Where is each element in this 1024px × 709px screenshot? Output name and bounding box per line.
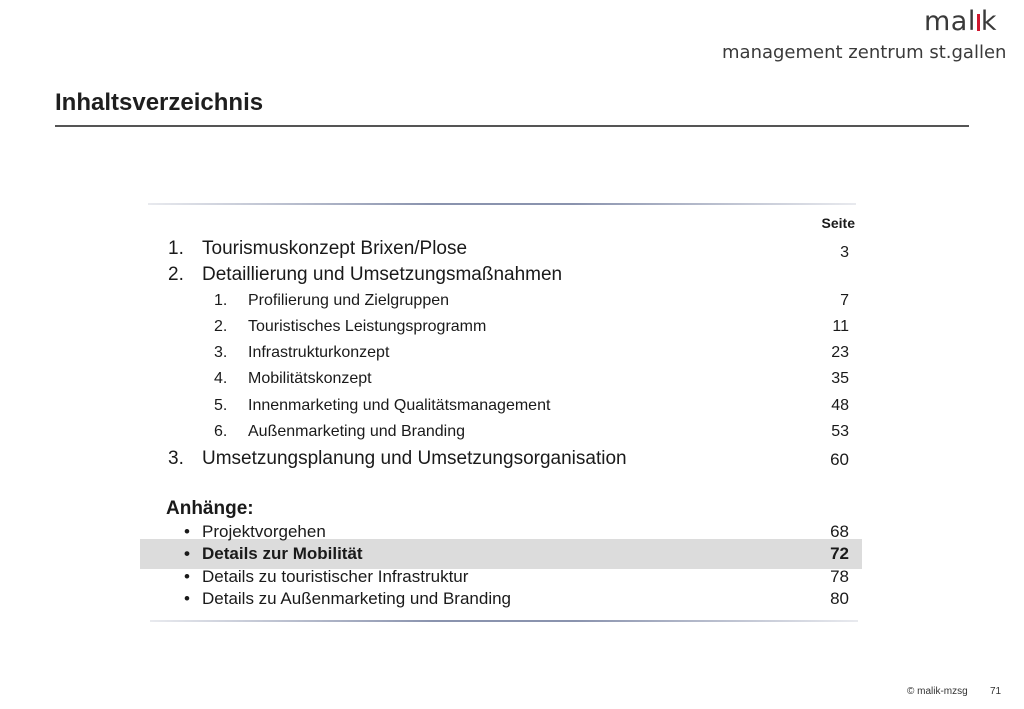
bullet: • xyxy=(184,567,190,586)
appendix-heading: Anhänge: xyxy=(166,498,254,519)
section-label: Tourismuskonzept Brixen/Plose xyxy=(202,238,468,259)
subsection-page: 7 xyxy=(840,292,849,309)
bullet: • xyxy=(184,544,190,563)
subsection-label: Profilierung und Zielgruppen xyxy=(248,292,450,309)
subsection-page: 35 xyxy=(831,370,849,387)
subsection-label: Mobilitätskonzept xyxy=(248,370,372,387)
subsection-label: Touristisches Leistungsprogramm xyxy=(248,318,487,335)
subsection-label: Innenmarketing und Qualitätsmanagement xyxy=(248,397,551,414)
title-divider xyxy=(55,125,969,127)
section-page: 3 xyxy=(840,244,849,261)
footer-copyright: © malik-mzsg xyxy=(907,686,968,697)
subsection-number: 6. xyxy=(214,423,228,440)
subsection-page: 48 xyxy=(831,397,849,414)
logo-wordmark-left: mal xyxy=(924,6,976,37)
subsection-page: 11 xyxy=(832,318,849,335)
subsection-page: 23 xyxy=(831,344,849,361)
appendix-label: Projektvorgehen xyxy=(202,522,326,541)
subsection-number: 4. xyxy=(214,370,228,387)
logo-red-bar xyxy=(977,14,980,31)
section-label: Detaillierung und Umsetzungsmaßnahmen xyxy=(202,264,563,285)
toc-top-divider xyxy=(148,203,856,205)
subsection-number: 1. xyxy=(214,292,228,309)
section-number: 1. xyxy=(168,238,184,259)
logo-wordmark-right: k xyxy=(980,6,997,37)
appendix-label: Details zu touristischer Infrastruktur xyxy=(202,567,469,586)
logo-wordmark xyxy=(924,6,997,37)
section-number: 3. xyxy=(168,448,184,469)
subsection-number: 5. xyxy=(214,397,228,414)
page-column-header: Seite xyxy=(821,215,855,231)
logo-subtitle: management zentrum st.gallen xyxy=(722,42,1007,63)
bullet: • xyxy=(184,522,190,541)
appendix-page: 80 xyxy=(830,589,849,608)
subsection-label: Infrastrukturkonzept xyxy=(248,344,390,361)
section-page: 60 xyxy=(830,450,849,469)
subsection-label: Außenmarketing und Branding xyxy=(248,423,466,440)
subsection-number: 2. xyxy=(214,318,228,335)
section-label: Umsetzungsplanung und Umsetzungsorganisation xyxy=(202,448,627,469)
page-title: Inhaltsverzeichnis xyxy=(55,89,264,116)
appendix-page: 78 xyxy=(830,567,849,586)
appendix-label: Details zur Mobilität xyxy=(202,544,363,563)
toc-bottom-divider xyxy=(150,620,858,622)
section-number: 2. xyxy=(168,264,184,285)
subsection-number: 3. xyxy=(214,344,228,361)
bullet: • xyxy=(184,589,190,608)
footer-page-number: 71 xyxy=(990,686,1002,697)
appendix-page: 72 xyxy=(830,544,849,563)
appendix-page: 68 xyxy=(830,522,849,541)
appendix-label: Details zu Außenmarketing und Branding xyxy=(202,589,512,608)
subsection-page: 53 xyxy=(831,423,849,440)
